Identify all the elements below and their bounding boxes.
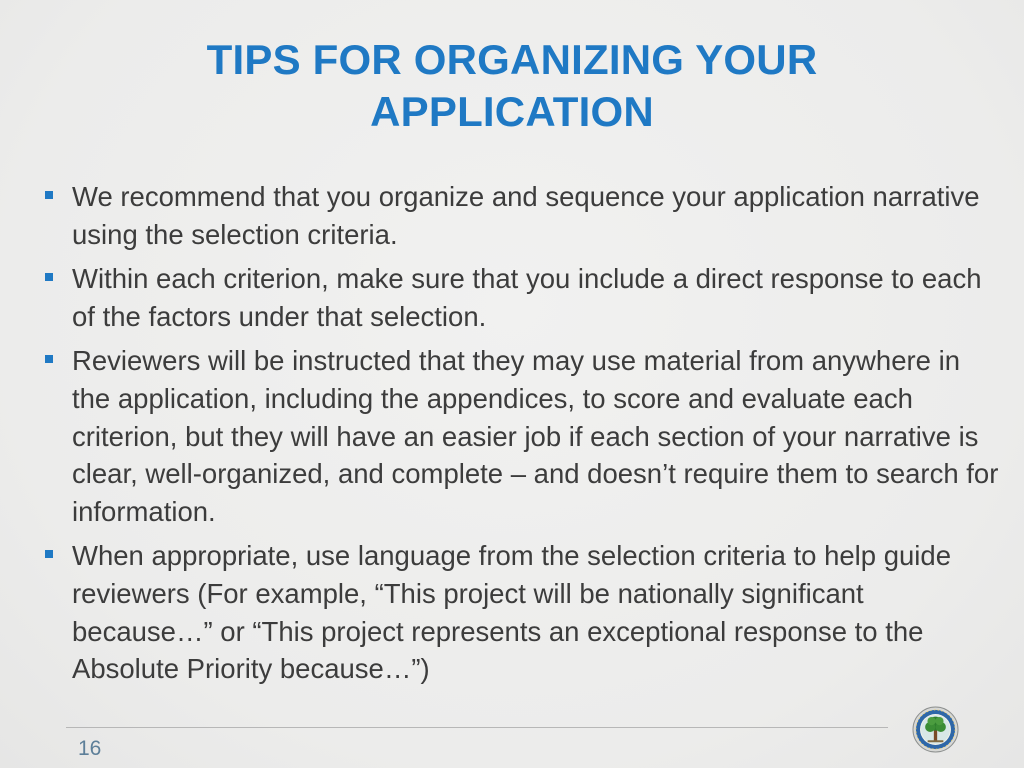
page-number: 16 xyxy=(78,737,102,760)
square-bullet-icon xyxy=(45,550,53,558)
bullet-text-3: Reviewers will be instructed that they may use material from anywhere in the application, including the appendices, to score and evaluate each criterion, but they will have an easier job if each section of your narrative is clear, well-organized, and complete – and doesn’t require them to search for information. xyxy=(72,345,999,527)
bullet-text-4: When appropriate, use language from the selection criteria to help guide reviewers (For example, “This project will be nationally significant because…” or “This project represents an exceptional response to the Absolute Priority because…”) xyxy=(72,540,952,685)
bullet-item-2 xyxy=(44,260,999,335)
bullet-list xyxy=(44,178,999,695)
square-bullet-icon xyxy=(45,273,53,281)
department-seal-icon xyxy=(912,706,959,753)
bullet-item-3 xyxy=(44,342,999,530)
bullet-item-1 xyxy=(44,178,999,253)
square-bullet-icon xyxy=(45,355,53,363)
bullet-item-4 xyxy=(44,537,999,687)
slide-title xyxy=(80,34,944,138)
footer-divider xyxy=(66,727,888,728)
bullet-text-2: Within each criterion, make sure that you include a direct response to each of the factors under that selection. xyxy=(72,263,982,332)
bullet-text-1: We recommend that you organize and sequence your application narrative using the selection criteria. xyxy=(72,181,980,250)
slide-title-line-2: APPLICATION xyxy=(370,88,654,135)
slide-title-line-1: TIPS FOR ORGANIZING YOUR xyxy=(206,36,818,83)
square-bullet-icon xyxy=(45,191,53,199)
